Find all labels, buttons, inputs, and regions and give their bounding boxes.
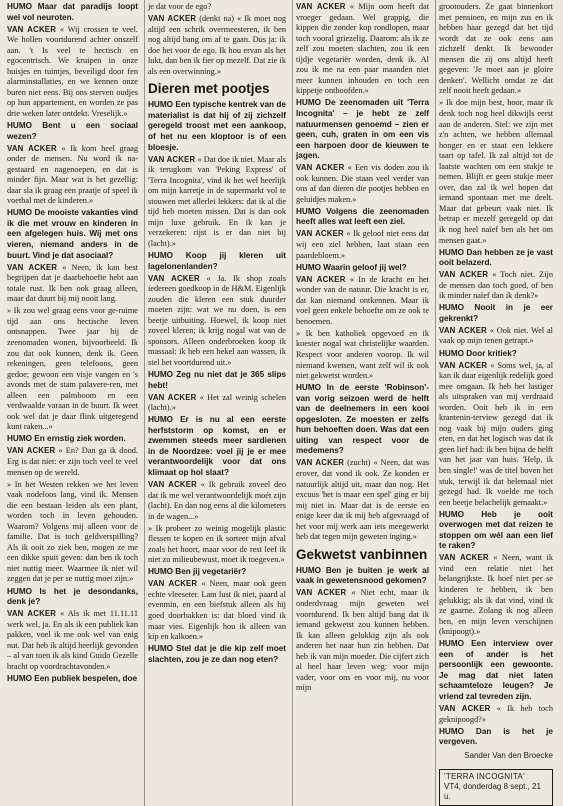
- answer-text: « Ook niet. Wel al vaak op mijn tenen getrapt.»: [439, 325, 553, 346]
- speaker-name: VAN ACKER: [148, 479, 197, 489]
- answer-text: « Ik kom heel graag onder de mensen. Nu word ik na-gestaard en nagenoepen, en dat is minder fijn. Maar wat is het gezellig: daar sla ik graag een praatje of speel ik voetbal met de kinderen.»: [7, 143, 138, 206]
- interview-answer: [296, 229, 429, 261]
- interview-answer: [148, 155, 286, 250]
- speaker-name: VAN ACKER: [439, 325, 488, 335]
- answer-text: « Als ik met 11.11.11 werk wel, ja. En als ik een publiek kan pakken, voel ik me ook wel van enig nut. Dat heb ik altijd heerlijk gevonden – al van toen ik als kind Guido Gezelle bracht op voordrachtavonden.»: [7, 609, 138, 671]
- section-heading: Gekwetst vanbinnen: [296, 546, 428, 562]
- interview-answer: [296, 458, 429, 542]
- paragraph: » Ik zou wel graag eens voor ge-ruime tijd aan ons hectische leven ontsnappen. Twee jaar bij de zeenomaden wonen, bijvoorbeeld. Ik zou dat ook kunnen, denk ik. Geen rekeningen, geen telefoons, geen gedoe; gewoon een visje vangen en 's avonds met de stam palavere-ren, met alleen een palmboom en een verdwaalde varaan in de buurt. Ik weet ook wel dat je daar flink uitgeregend kunt raken...»: [7, 306, 138, 432]
- article-page: [4, 0, 559, 802]
- answer-text: « Ik heb toch geknipoogd?»: [439, 704, 553, 724]
- answer-text: « Ik geloof niet eens dat wij een ziel hebben, laat staan een paardebloem.»: [296, 229, 429, 260]
- column-4: [436, 0, 559, 806]
- speaker-name: VAN ACKER: [439, 704, 491, 714]
- interview-answer: [439, 704, 553, 725]
- interview-question: HUMO Waarin geloof jij wel?: [296, 262, 407, 272]
- interview-answer: [7, 144, 138, 207]
- answer-text: « In de kracht en het wonder van de natuur. Die kracht is er, dat kan niemand ontkennen. Maar ik voel geen enkele behoefte om ze ook te benoemen.: [296, 274, 429, 326]
- interview-answer: [439, 326, 553, 347]
- answer-text: « Een vis doden zou ik ook kunnen. Die staan veel verder van ons af dan dieren die pootjes hebben en geluidjes maken.»: [296, 163, 430, 204]
- answer-text: « Mijn oom heeft dat vroeger gedaan. Wel grappig, die kippen die zonder kop rondlopen, maar toch vooral griezelig. Daarom: als ik ze zelf zou moeten slachten, zou ik een tijdje vegetariër worden, denk ik. Al zou ik me na een paar maanden niet meer kunnen inhouden en toch een kippetje onthoofden.»: [296, 2, 429, 96]
- interview-answer: [7, 446, 138, 478]
- interview-answer: [148, 274, 286, 369]
- interview-question: HUMO In de eerste 'Robinson'-van vorig seizoen werd de helft van de deelnemers in een kooi opgesloten. Ze moesten er zelfs hun behoeften doen. Was dat een uiting van respect voor de medemens?: [296, 383, 429, 456]
- answer-text: « Wij crossen te veel. We hollen voortdurend achter onszelf aan. 't Is veel te hectisch en egocentrisch. We kruipen in onze huisjes en tuintjes, beveiligd door fen alarminstallaties, en we kennen onze buren niet eens. Bij ons sterven oudjes op hun appartement, en worden ze pas drie weken later ontdekt. Vreselijk.»: [7, 24, 138, 118]
- paragraph: grootouders. Ze gaat binnenkort met pensioen, en mijn zus en ik hebben haar gezegd dat het tijd wordt dat ze ook eens aan zichzelf denkt. Ik bewonder mensen die zij ons altijd heeft gegeven: 'Je moet aan je gloire denken'. Wellicht omdat ze dat zelf nooit heeft gedaan.»: [439, 2, 553, 96]
- speaker-name: VAN ACKER: [7, 609, 57, 619]
- interview-answer: [296, 163, 429, 205]
- interview-answer: [439, 553, 553, 637]
- infobox-title: 'TERRA INCOGNITA': [444, 772, 525, 782]
- speaker-name: VAN ACKER: [296, 163, 345, 173]
- interview-answer: [296, 2, 429, 97]
- interview-answer: [148, 480, 286, 522]
- column-2: [145, 0, 293, 806]
- interview-question: HUMO Dan hebben ze je vast ooit belazerd.: [439, 247, 553, 268]
- interview-answer: [148, 14, 286, 77]
- interview-answer: [7, 263, 138, 305]
- interview-question: HUMO Door kritiek?: [439, 348, 517, 358]
- interview-answer: [439, 270, 553, 302]
- interview-question: HUMO Koop jij kleren uit lagelonenlanden?: [148, 250, 286, 271]
- paragraph: » Ik ben katholiek opgevoed en ik koester nogal wat christelijke waarden. Respect voor anderen voorop. Ik wil niemand kwetsen, want zelf wil ik ook niet gekwetst worden.»: [296, 328, 429, 381]
- section-heading: Dieren met pootjes: [148, 81, 270, 97]
- answer-text: « En? Dan ga ik dood. Erg is dat niet: er zijn toch veel te veel mensen op de wereld.: [7, 446, 138, 477]
- column-4-body: [439, 2, 553, 761]
- interview-question: HUMO Volgens die zeenomaden heeft alles wat leeft een ziel.: [296, 206, 429, 227]
- paragraph: » Ik doe mijn best, hoor, maar ik denk toch nog heel dikwijls eerst aan de anderen. Stel: we zijn met z'n achten, we hebben allemaal honger en er staat een lekkere taart op tafel. Ik zal altijd tot de laatste wachten om een stukje te nemen. Blijft er geen stukje meer over, dan zal ik wel hopen dat iemand spontaan met me deelt. Maar dat gebeurt vaak niet. Ik betrap er mezelf geregeld op dat ik nog heel naïef ben als het om mensen gaat.»: [439, 98, 553, 245]
- interview-answer: [7, 609, 138, 672]
- speaker-name: VAN ACKER: [296, 229, 344, 239]
- answer-text: « Ik gebruik zoveel deo dat ik me wel verantwoordelijk moét zijn (lacht). En dan nog eens al die kilometers in de wagen...»: [148, 479, 286, 521]
- answer-text: « Ja. Ik shop zoals iedereen goedkoop in de H&M. Eigenlijk zouden die kleren een stuk duurder moeten zijn: wat we nu doen, is een beetje uitbuiting. Hoewel, ik koop niet zoveel kleren; ik krijg nogal wat van de sponsors. Alleen onderbroeken koop ik massaal: ik heb een hekel aan wassen, ik stel het voortdurend uit.»: [148, 273, 286, 367]
- interview-question: HUMO Dan is het je vergeven.: [439, 726, 553, 747]
- speaker-name: VAN ACKER: [439, 360, 488, 370]
- paragraph: » In het Westen rekken we het leven vaak nodeloos lang, vind ik. Mensen die een bestaan leiden als een plant, worden toch in leven gehouden. Waarom? Volgens mij alleen voor de familie. Dat is toch geldverspilling? Als ik ooit zo ziek ben, mogen ze me een dikke spuit geven: dan ben ik toch niet nuttig meer. Waarmee ik niet wil zeggen dat je per se nuttig moet zijn.»: [7, 479, 138, 584]
- author-signature: Sander Van den Broecke: [464, 750, 553, 760]
- interview-question: HUMO Een typische kentrek van de materialist is dat hij of zij zichzelf geregeld troost met een aankoop, of het nu een kloptoor is of een bloesje.: [148, 100, 286, 152]
- infobox-detail: VT4, donderdag 8 sept., 21 u.: [444, 782, 541, 802]
- speaker-name: VAN ACKER: [148, 154, 196, 164]
- interview-question: HUMO Is het je desondanks, denk je?: [7, 586, 138, 607]
- interview-answer: [148, 393, 286, 414]
- answer-text: « Soms wel, ja, al kan ik daar eigenlijk redelijk goed mee omgaan. Ik heb het lastiger als uitspraken van mij verdraaid worden. Ooit heb ik in een krantenin-terview gezegd dat ik nog vaak bij mijn ouders ging eten, en dat het logisch was dat ik geen lief had: ik ben bijna de helft van het jaar van huis. 'Help, ik ben single!' was de titel boven het stuk, terwijl ik dat helemaal niet gezegd had. Ik voelde me toch een beetje belachelijk gemaakt.»: [439, 360, 553, 507]
- interview-answer: [439, 361, 553, 509]
- speaker-name: VAN ACKER: [296, 588, 347, 598]
- speaker-name: VAN ACKER: [7, 143, 57, 153]
- answer-text: (zucht) « Neen, dat was erover, dat vond ik ook. Ze konden er natuurlijk altijd uit, maar dan nog. Het excuus 'het is maar een spel' ging er bij mij niet in. Maar dat is de eerste en enige keer dat ik mij heb afgevraagd of het voor mij werk aan iets meegewerkt heb dat tegen mijn geweten inging.»: [296, 458, 429, 542]
- column-3: [293, 0, 436, 806]
- speaker-name: VAN ACKER: [439, 553, 489, 563]
- answer-text: (denkt na) « Ik moet nog altijd een schrik overmeesteren, ik ben nog altijd bang om af te gaan. Dus ja: ik doe het voor de ego. Ik hou ervan als het lukt, dan ben ik fier op mezelf. Dat zie ik als een overwinning.»: [148, 14, 286, 76]
- paragraph: » Ik probeer zo weinig mogelijk plastic flessen te kopen en ik sorteer mijn afval zoals het hoort, maar voor de rest leef ik niet zo milieubewust, moet ik toegeven.»: [148, 523, 286, 565]
- interview-answer: [7, 25, 138, 120]
- speaker-name: VAN ACKER: [148, 14, 197, 24]
- interview-question: HUMO Ben jij vegetariër?: [148, 567, 247, 577]
- speaker-name: VAN ACKER: [296, 2, 346, 11]
- interview-answer: [296, 588, 429, 693]
- interview-question: HUMO Er is nu al een eerste herfststorm op komst, en er zwemmen steeds meer sardienen in de Noordzee: voel jij je er mee verantwoordelijk voor dat ons klimaat op hol slaat?: [148, 415, 286, 477]
- interview-question: HUMO Maar dat paradijs loopt wel vol neuroten.: [7, 2, 138, 22]
- speaker-name: VAN ACKER: [439, 270, 489, 280]
- interview-question: HUMO Stel dat je die kip zelf moet slachten, zou je ze dan nog eten?: [148, 644, 286, 664]
- interview-question: HUMO En ernstig ziek worden.: [7, 434, 126, 444]
- interview-question: HUMO Heb je ooit overwogen met dat reizen te stoppen om wél aan een lief te raken?: [439, 509, 553, 551]
- answer-text: « Dat doe ik niet. Maar als ik terugkom van 'Peking Express' of 'Terra Incognita', vind ik het wel heerlijk om mijn karretje in de supermarkt vol te stouwen met allerlei lekkers: dat ik al die tijd heb moeten missen. Dat is dan ook mijn luxe gebruik. En ik kan je verzekeren: rijst is er dan niet bij (lacht).»: [148, 154, 286, 248]
- answer-text: « Niet echt, maar ik onderdvraag mijn geweten wel voortdurend. Ik ben altijd bang dat ik iemand gekwetst zou kunnen hebben. Ik kan alleen gelukkig zijn als ook anderen het naar hun zin hebben. Dat heb ik van mijn moeder. Die cijfert zich al heel haar leven weg: voor mijn vader, voor ons en voor mij, nu voor mijn: [296, 588, 429, 693]
- answer-text: « Neen, want ik vind een relatie niet het belangrijkste. Ik hoef niet per se kinderen te hebben, ik ben gelukkig; als ik dat vind, vind ik ze gaarne. Zolang ik nog alleen ben, en mijn leven verschijnen (knipoogt).»: [439, 553, 553, 637]
- speaker-name: VAN ACKER: [296, 458, 345, 468]
- speaker-name: VAN ACKER: [148, 273, 200, 283]
- interview-question: HUMO Ben je buiten je werk al vaak in gewetensnood gekomen?: [296, 565, 429, 586]
- interview-question: HUMO De mooiste vakanties vind ik die met vrouw en kinderen in een afgelegen huis. Wij met ons vieren, niemand anders in de buurt. Vind je dat asociaal?: [7, 208, 138, 260]
- speaker-name: VAN ACKER: [148, 579, 198, 589]
- answer-text: « Neen, maar ook geen echte vleeseter. Lam lust ik niet, paard al evenmin, en een biefstuk alleen als hij goed doorbakken is: dat bloed vind ik maar vies. Eigenlijk hou ik alleen van kip en kalkoen.»: [148, 579, 286, 642]
- answer-text: « Neen, ik kan best begrijpen dat je daarbehoefte hebt aan totale rust. Ik ben ook graag alleen, maar dat duurt bij mij nooit lang.: [7, 262, 138, 304]
- interview-question: HUMO De zeenomaden uit 'Terra Incognita' – je hebt ze zelf natuurmensen genoemd – zien er geen, cuh, graten in om een vis een harpoen door de kieuwen te jagen.: [296, 98, 429, 161]
- answer-text: « Het zal weinig schelen (lacht).»: [148, 392, 286, 413]
- speaker-name: VAN ACKER: [7, 446, 56, 456]
- interview-question: HUMO Bent u een sociaal wezen?: [7, 121, 138, 141]
- speaker-name: VAN ACKER: [296, 274, 346, 284]
- interview-question: HUMO Nooit in je eer gekrenkt?: [439, 303, 553, 323]
- interview-question: HUMO Een interview over een of ander is het persoonlijk een gewoonte. Je mag dat niet laten schaamteloze leugen? Je vriend zal tevreden zijn.: [439, 639, 553, 701]
- column-1: [4, 0, 145, 806]
- interview-answer: [296, 275, 429, 328]
- broadcast-infobox: [439, 769, 553, 806]
- speaker-name: VAN ACKER: [7, 24, 57, 34]
- interview-answer: [148, 579, 286, 642]
- interview-question: HUMO Een publiek bespelen, doe: [7, 673, 138, 683]
- paragraph: je dat voor de ego?: [148, 2, 212, 11]
- answer-text: « Toch niet. Zijn de mensen dan toch goed, of ben ik minder naïef dan ik denk?»: [439, 270, 553, 301]
- speaker-name: VAN ACKER: [7, 262, 58, 272]
- interview-question: HUMO Zeg nu niet dat je 365 slips hebt!: [148, 370, 286, 390]
- speaker-name: VAN ACKER: [148, 392, 197, 402]
